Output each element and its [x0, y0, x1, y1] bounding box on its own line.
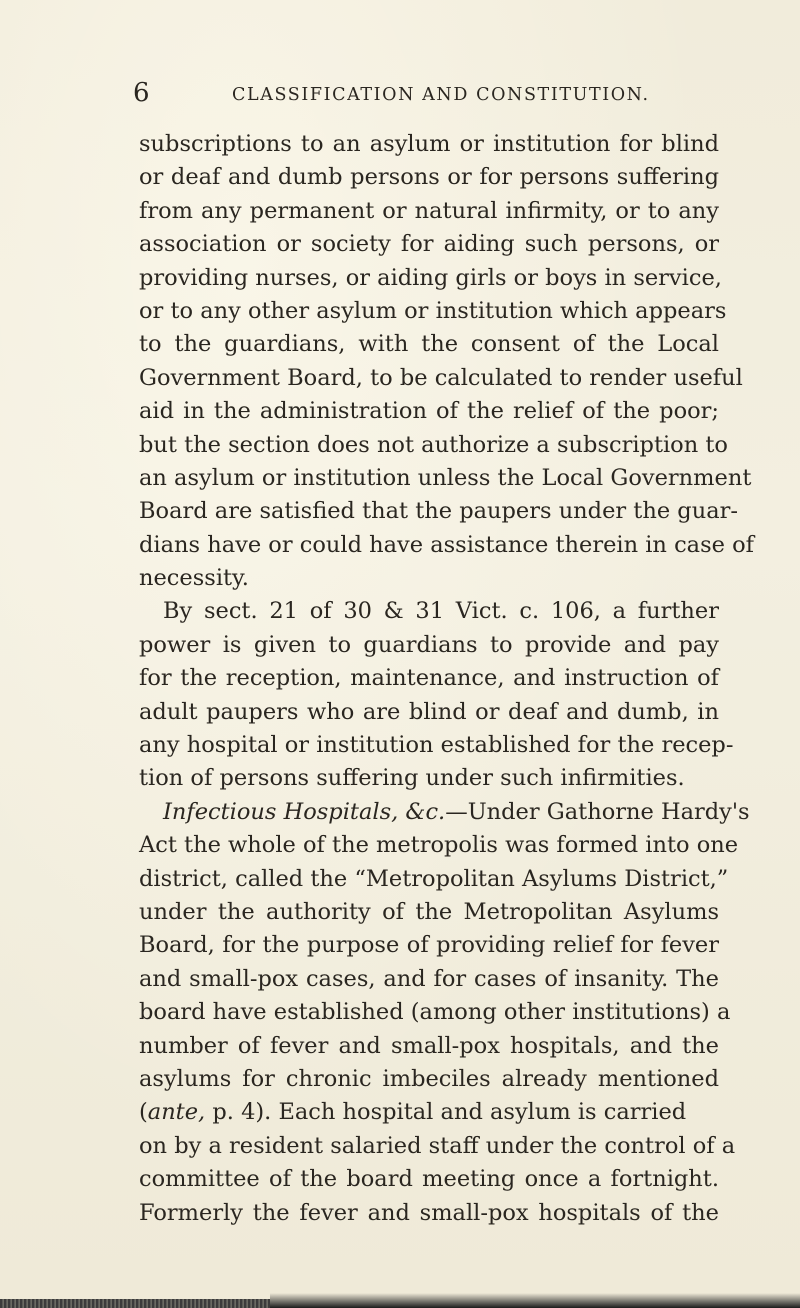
paragraph-start-line [139, 796, 750, 829]
text-line: or to any other asylum or institution which appears [139, 297, 727, 324]
text-line: on by a resident salaried staff under the control of a [139, 1132, 736, 1159]
page-number: 6 [133, 78, 150, 108]
text-line: district, called the “Metropolitan Asylums District,” [139, 865, 729, 892]
text-line: for the reception, maintenance, and instruction of [139, 665, 719, 692]
ante-reference: ante, [147, 1099, 206, 1126]
text-line: Board are satisfied that the paupers under the guar- [139, 498, 738, 525]
text-line: adult paupers who are blind or deaf and dumb, in [139, 698, 719, 725]
text-line: subscriptions to an asylum or institution for blind [139, 131, 719, 157]
text-line: to the guardians, with the consent of the Local [139, 331, 719, 358]
text-line: necessity. [139, 565, 249, 592]
text-line-rest: p. 4). Each hospital and asylum is carried [212, 1099, 687, 1126]
text-line: from any permanent or natural infirmity, or to any [139, 197, 719, 224]
text-line: but the section does not authorize a subscription to [139, 431, 728, 458]
text-line: Board, for the purpose of providing relief for fever [139, 932, 719, 959]
body-text [139, 128, 754, 1230]
text-line: board have established (among other institutions) a [139, 999, 731, 1026]
text-line: under the authority of the Metropolitan Asylums [139, 898, 719, 925]
text-line: committee of the board meeting once a fortnight. [139, 1166, 719, 1193]
page-bottom-edge-left [0, 1299, 270, 1308]
running-title: CLASSIFICATION AND CONSTITUTION. [232, 85, 650, 105]
text-line [139, 1096, 719, 1129]
text-line: tion of persons suffering under such infirmities. [139, 765, 685, 792]
text-line: association or society for aiding such persons, or [139, 231, 719, 258]
text-line: an asylum or institution unless the Local Government [139, 464, 752, 491]
running-head [0, 78, 800, 108]
text-line: Act the whole of the metropolis was formed into one [139, 832, 739, 859]
ante-paren: ( [139, 1099, 148, 1126]
section-heading: Infectious Hospitals, &c. [163, 798, 446, 825]
text-line: Government Board, to be calculated to render useful [139, 364, 743, 391]
text-line: providing nurses, or aiding girls or boys in service, [139, 264, 722, 291]
text-line: and small-pox cases, and for cases of insanity. The [139, 965, 719, 992]
text-line-rest: —Under Gathorne Hardy's [445, 798, 750, 825]
page-bottom-edge [270, 1293, 800, 1308]
paragraph-start-line: By sect. 21 of 30 & 31 Vict. c. 106, a further [163, 598, 719, 625]
text-line: power is given to guardians to provide and pay [139, 631, 719, 658]
text-line: or deaf and dumb persons or for persons suffering [139, 164, 719, 191]
text-line: asylums for chronic imbeciles already mentioned [139, 1065, 719, 1092]
text-line: dians have or could have assistance therein in case of [139, 531, 754, 558]
text-line: aid in the administration of the relief of the poor; [139, 398, 719, 425]
text-line: any hospital or institution established for the recep- [139, 732, 734, 759]
text-line: number of fever and small-pox hospitals, and the [139, 1032, 719, 1059]
text-line: Formerly the fever and small-pox hospitals of the [139, 1199, 719, 1226]
